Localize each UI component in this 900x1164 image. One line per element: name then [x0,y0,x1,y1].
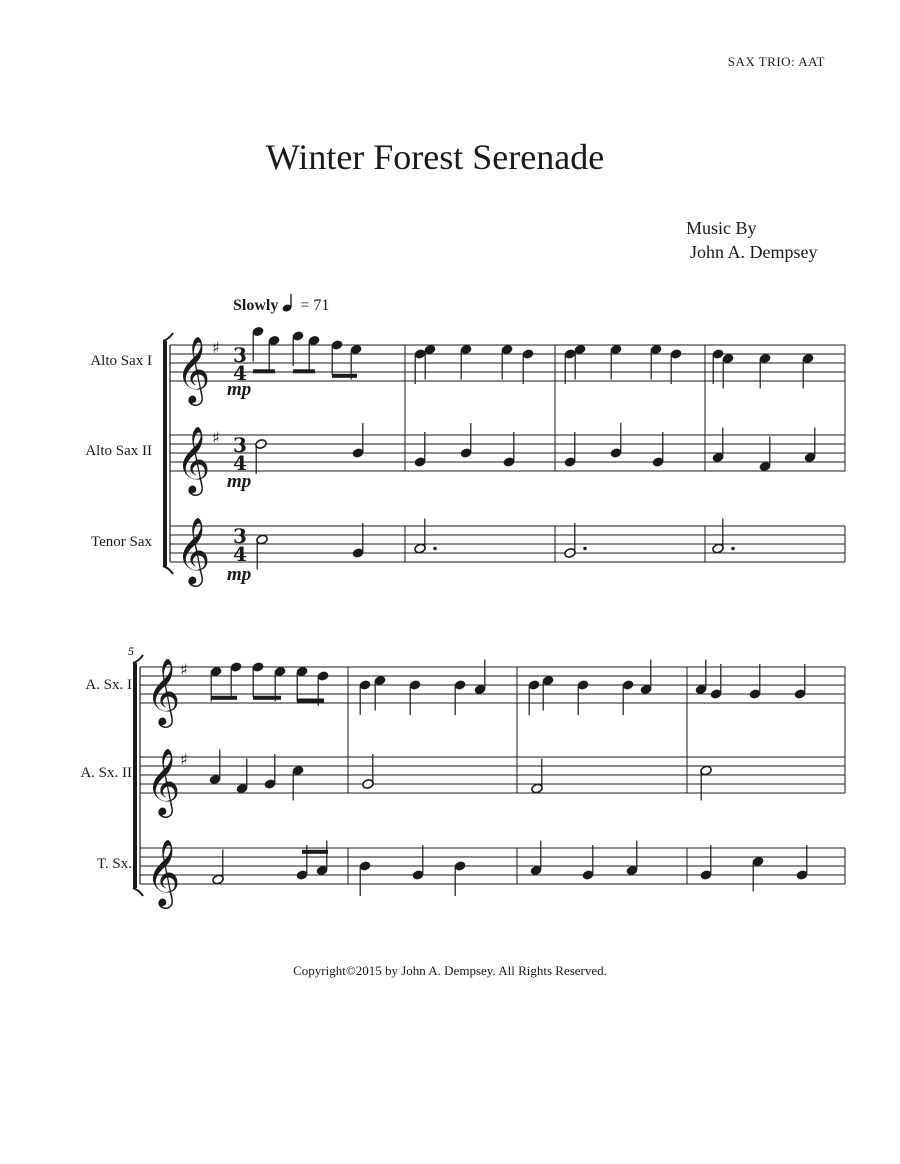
time-signature-upper: 3 [233,433,247,457]
time-signature-lower: 4 [233,361,247,385]
beam [297,699,324,703]
treble-clef-icon: 𝄞 [176,425,211,493]
ensemble-label: SAX TRIO: AAT [727,54,825,69]
treble-clef-icon: 𝄞 [176,335,211,403]
tempo-label: Slowly [233,297,279,314]
dot [433,547,437,551]
copyright-notice: Copyright©2015 by John A. Dempsey. All Rights Reserved. [293,963,607,978]
bracket-hook-bottom [163,566,173,574]
beam [302,850,328,854]
sharp-icon: ♯ [180,660,188,679]
treble-clef-icon: 𝄞 [176,516,211,584]
treble-clef-icon: 𝄞 [146,657,181,725]
staff-label: Alto Sax II [85,443,152,459]
system-bracket [163,341,167,566]
staff-label: A. Sx. I [85,677,132,693]
staff-label: Alto Sax I [90,353,152,369]
beam [253,696,281,700]
piece-title: Winter Forest Serenade [265,137,605,177]
bracket-hook-bottom [133,888,143,896]
bracket-hook-top [163,333,173,341]
staff-label: T. Sx. [96,856,132,872]
time-signature-lower: 4 [233,451,247,475]
composer-name: John A. Dempsey [690,242,818,262]
treble-clef-icon: 𝄞 [146,838,181,906]
time-signature-upper: 3 [233,343,247,367]
sharp-icon: ♯ [212,428,220,447]
bracket-hook-top [133,655,143,663]
sharp-icon: ♯ [180,750,188,769]
time-signature-upper: 3 [233,524,247,548]
measure-number: 5 [128,644,134,658]
dot [583,547,587,551]
beam [211,696,237,700]
beam [332,374,357,378]
dynamic-mp: mp [227,379,252,400]
beam [253,369,275,373]
dot [731,547,735,551]
dynamic-mp: mp [227,471,252,492]
staff-label: A. Sx. II [80,765,132,781]
beam [293,369,315,373]
tempo-value: = 71 [300,297,330,314]
dynamic-mp: mp [227,564,252,585]
sharp-icon: ♯ [212,338,220,357]
time-signature-lower: 4 [233,542,247,566]
treble-clef-icon: 𝄞 [146,747,181,815]
system-bracket [133,663,137,888]
music-by-label: Music By [686,218,757,238]
staff-label: Tenor Sax [90,534,152,550]
